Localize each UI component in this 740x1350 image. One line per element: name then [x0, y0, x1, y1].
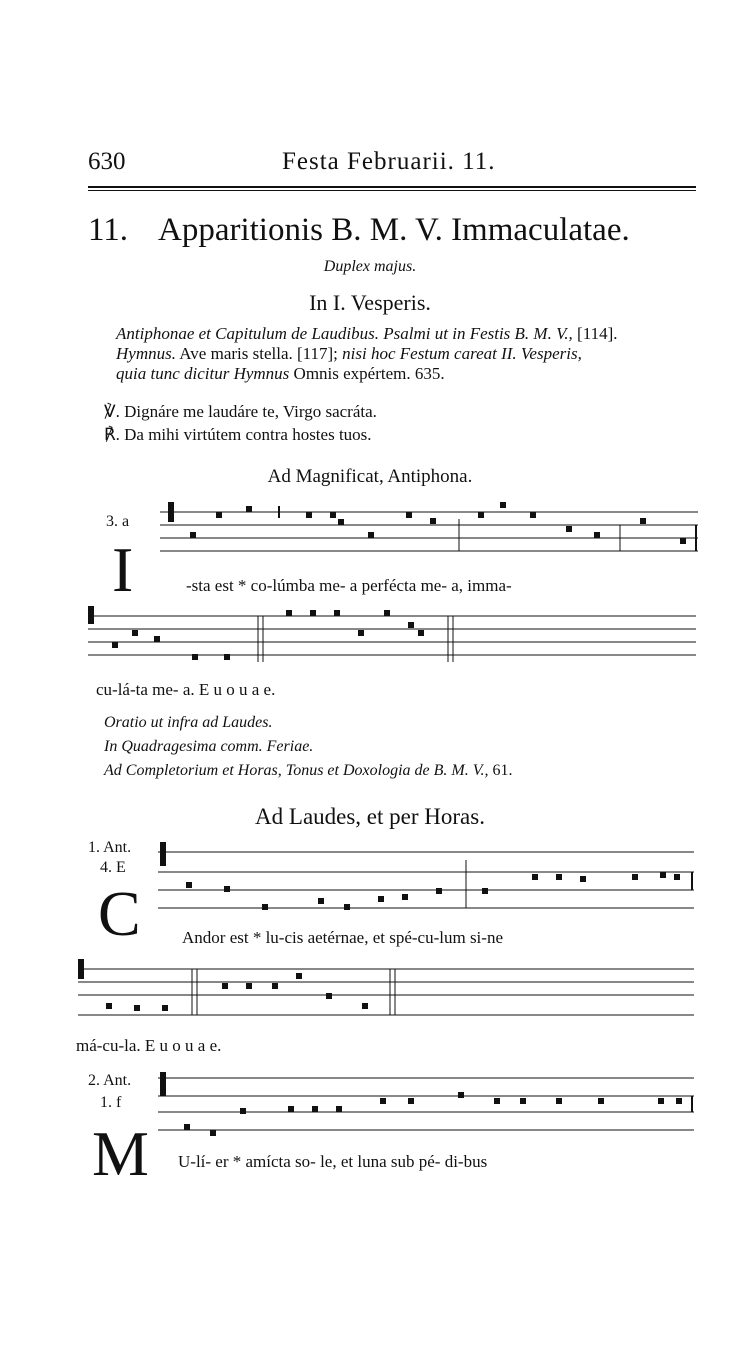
magnificat-initial: I — [112, 534, 134, 605]
lauds-heading: Ad Laudes, et per Horas. — [255, 804, 485, 829]
first-vespers-heading: In I. Vesperis. — [309, 290, 431, 315]
completorium-note — [104, 762, 512, 780]
ant1-staff-2 — [78, 955, 696, 1021]
rubric-quia: quia tunc dicitur Hymnus — [116, 364, 290, 383]
ant1-label: 1. Ant. — [88, 839, 132, 856]
ant2-initial: M — [92, 1118, 149, 1189]
quadragesima-note: In Quadragesima comm. Feriae. — [104, 738, 314, 755]
rubric-nisi: nisi hoc Festum careat II. Vesperis, — [337, 344, 582, 363]
completorium-ref: 61. — [488, 762, 513, 779]
rubric-antiphons: Antiphonae et Capitulum de Laudibus. Psalmi ut in Festis B. M. V., — [116, 324, 573, 343]
oratio-note: Oratio ut infra ad Laudes. — [104, 714, 273, 731]
ant1-mode: 4. E — [100, 859, 126, 876]
ant1-staff-1 — [158, 838, 696, 918]
magnificat-mode: 3. a — [106, 513, 130, 530]
magnificat-lyrics-1: -sta est * co-lúmba me- a perfécta me- a, imma- — [186, 576, 512, 595]
magnificat-staff-1 — [160, 498, 698, 558]
feast-rank: Duplex majus. — [323, 258, 417, 275]
ant1-initial: C — [98, 878, 141, 949]
feast-name: Apparitionis B. M. V. Immaculatae. — [158, 212, 630, 248]
response: ℟. Da mihi virtútem contra hostes tuos. — [104, 425, 372, 444]
running-title: Festa Februarii. 11. — [282, 148, 496, 175]
magnificat-staff-2 — [88, 602, 698, 664]
ant2-label: 2. Ant. — [88, 1072, 132, 1089]
rubric-ref-114: [114]. — [572, 324, 618, 343]
page-number: 630 — [88, 148, 126, 175]
header-rule — [88, 186, 696, 188]
vespers-rubric — [116, 324, 708, 384]
ant1-lyrics-2: má-cu-la. E u o u a e. — [76, 1036, 222, 1055]
ant2-staff-1 — [158, 1070, 696, 1142]
ant2-mode: 1. f — [100, 1094, 122, 1111]
rubric-hymnus: Hymnus. — [116, 344, 176, 363]
feast-number: 11. — [88, 212, 129, 248]
rubric-ave-maris: Ave maris stella. [117]; — [175, 344, 338, 363]
versicle: ℣. Dignáre me laudáre te, Virgo sacráta. — [104, 402, 377, 421]
completorium-text: Ad Completorium et Horas, Tonus et Doxologia de B. M. V., — [104, 762, 489, 779]
feast-title — [88, 212, 630, 249]
ant2-lyrics-1: U-lí- er * amícta so- le, et luna sub pé- di-bus — [178, 1152, 488, 1171]
magnificat-lyrics-2: cu-lá-ta me- a. E u o u a e. — [96, 680, 276, 699]
magnificat-heading: Ad Magnificat, Antiphona. — [267, 466, 473, 487]
ant1-lyrics-1: Andor est * lu-cis aetérnae, et spé-cu-lum si-ne — [182, 928, 503, 947]
header-rule-thin — [88, 190, 696, 191]
rubric-omnis: Omnis expértem. 635. — [289, 364, 445, 383]
